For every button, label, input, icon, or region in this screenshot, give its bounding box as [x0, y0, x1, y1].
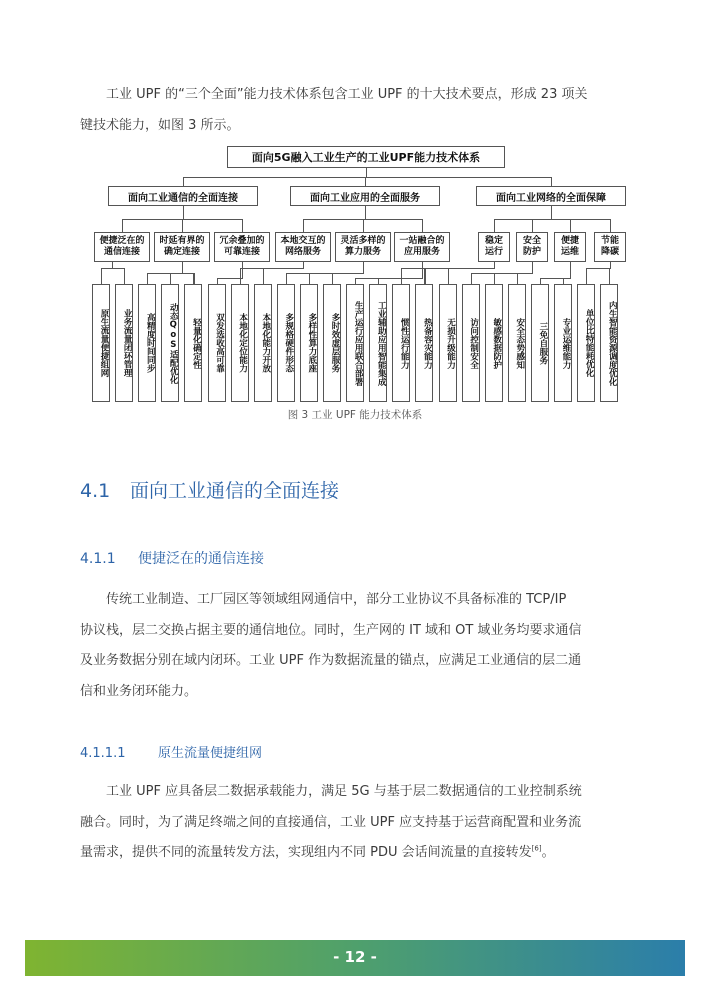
connector-line — [517, 273, 518, 284]
connector-line — [570, 219, 571, 232]
l4-box: 轻量化确定性 — [184, 284, 202, 402]
connector-line — [286, 273, 364, 274]
connector-line — [309, 273, 310, 284]
connector-line — [147, 273, 148, 284]
intro-paragraph — [80, 80, 630, 141]
connector-line — [193, 273, 194, 284]
l4-box: 安全态势感知 — [508, 284, 526, 402]
connector-line — [101, 268, 102, 284]
para2-line-3-end: 。 — [541, 845, 555, 860]
para1-line-2: 协议栈，层二交换占据主要的通信地位。同时，生产网的 IT 域和 OT 域业务均要求通信 — [80, 622, 582, 638]
connector-line — [424, 268, 425, 284]
connector-line — [355, 278, 423, 279]
connector-line — [448, 268, 449, 284]
intro-line-2: 键技术能力，如图 3 所示。 — [80, 117, 240, 133]
section-number: 4.1 — [80, 480, 111, 502]
connector-line — [471, 273, 533, 274]
connector-line — [532, 219, 533, 232]
para2-line-2: 融合。同时，为了满足终端之间的直接通信，工业 UPF 应支持基于运营商配置和业务流 — [80, 814, 582, 830]
l4-box: 双发选收高可靠 — [208, 284, 226, 402]
l3-box-compute-service: 灵活多样的 算力服务 — [335, 232, 391, 262]
connector-line — [183, 177, 184, 186]
l4-box: 本地化能力开放 — [254, 284, 272, 402]
connector-line — [240, 268, 241, 284]
l4-box: 访问控制安全 — [462, 284, 480, 402]
diagram-top-box: 面向5G融入工业生产的工业UPF能力技术体系 — [227, 146, 505, 168]
para1-line-1: 传统工业制造、工厂园区等领域组网通信中，部分工业协议不具备标准的 TCP/IP — [106, 592, 567, 607]
l4-box: 多规格硬件形态 — [277, 284, 295, 402]
connector-line — [101, 268, 125, 269]
section-title: 面向工业通信的全面连接 — [130, 480, 340, 502]
l3-box-operations: 便捷 运维 — [554, 232, 586, 262]
connector-line — [183, 206, 184, 219]
connector-line — [365, 206, 366, 219]
para1-line-3: 及业务数据分别在域内闭环。工业 UPF 作为数据流量的锚点，应满足工业通信的层二通 — [80, 653, 582, 668]
connector-line — [401, 268, 402, 284]
connector-line — [124, 268, 125, 284]
l3-box-deterministic: 时延有界的 确定连接 — [154, 232, 210, 262]
figure-caption: 图 3 工业 UPF 能力技术体系 — [287, 409, 423, 421]
subsubsection-number: 4.1.1.1 — [80, 746, 126, 761]
page-number: - 12 - — [333, 948, 377, 966]
l4-box: 专业运维能力 — [554, 284, 572, 402]
connector-line — [586, 268, 587, 284]
l4-box: 多样性算力底座 — [300, 284, 318, 402]
para1-line-4: 信和业务闭环能力。 — [80, 683, 198, 699]
connector-line — [532, 262, 533, 273]
connector-line — [170, 273, 171, 284]
l3-box-energy-saving: 节能 降碳 — [594, 232, 626, 262]
connector-line — [609, 268, 610, 284]
subsection-title: 便捷泛在的通信连接 — [138, 551, 264, 567]
connector-line — [540, 278, 571, 279]
l4-box: 高精度时间同步 — [138, 284, 156, 402]
l3-box-ubiquitous: 便捷泛在的 通信连接 — [94, 232, 150, 262]
l4-box: 内生智能资源调度优化 — [600, 284, 618, 402]
l2-box-communication: 面向工业通信的全面连接 — [108, 186, 258, 206]
capability-architecture-diagram — [84, 146, 634, 404]
citation-ref: [6] — [531, 844, 542, 853]
intro-line-1: 工业 UPF 的“三个全面”能力技术体系包含工业 UPF 的十大技术要点，形成 23 项关 — [106, 87, 588, 102]
connector-line — [551, 206, 552, 219]
l4-box: 惯性运行能力 — [392, 284, 410, 402]
connector-line — [182, 219, 183, 232]
connector-line — [366, 168, 367, 177]
para2-line-3: 量需求，提供不同的流量转发方法，实现组内不同 PDU 会话间流量的直接转发 — [80, 845, 532, 860]
l3-box-reliable: 冗余叠加的 可靠连接 — [214, 232, 270, 262]
connector-line — [422, 219, 423, 232]
l4-box: 本地化定位能力 — [231, 284, 249, 402]
subsection-heading — [80, 548, 264, 568]
connector-line — [586, 268, 611, 269]
l3-box-security: 安全 防护 — [516, 232, 548, 262]
connector-line — [363, 262, 364, 273]
connector-line — [303, 219, 304, 232]
l4-box: 原生流量便捷组网 — [92, 284, 110, 402]
l4-box: 单位比特能耗优化 — [577, 284, 595, 402]
subsubsection-title: 原生流量便捷组网 — [158, 746, 263, 761]
connector-line — [242, 219, 243, 232]
subsubsection-heading — [80, 742, 262, 761]
l4-box: 多时效虚层服务 — [323, 284, 341, 402]
l3-box-stable-operation: 稳定 运行 — [478, 232, 510, 262]
connector-line — [610, 219, 611, 232]
connector-line — [471, 273, 472, 284]
l3-box-network-service: 本地交互的 网络服务 — [275, 232, 331, 262]
connector-line — [263, 268, 264, 284]
footer-bar — [25, 940, 685, 976]
connector-line — [240, 268, 304, 269]
connector-line — [242, 262, 243, 278]
connector-line — [422, 262, 423, 278]
connector-line — [363, 219, 364, 232]
l4-box: 生产运行应用联合部署 — [346, 284, 364, 402]
l4-box: 热备容灾能力 — [415, 284, 433, 402]
connector-line — [332, 273, 333, 284]
connector-line — [570, 262, 571, 278]
connector-line — [183, 177, 551, 178]
connector-line — [551, 177, 552, 186]
section-heading — [80, 476, 339, 503]
connector-line — [494, 219, 610, 220]
connector-line — [494, 273, 495, 284]
connector-line — [286, 273, 287, 284]
body-paragraph-1 — [80, 585, 630, 707]
l2-box-application: 面向工业应用的全面服务 — [290, 186, 440, 206]
l4-box: 动态QoS适配优化 — [161, 284, 179, 402]
l4-box: 业务流量闭环管理 — [115, 284, 133, 402]
connector-line — [122, 219, 123, 232]
connector-line — [494, 219, 495, 232]
connector-line — [365, 177, 366, 186]
para2-line-1: 工业 UPF 应具备层二数据承载能力，满足 5G 与基于层二数据通信的工业控制系统 — [106, 784, 582, 799]
l4-box: 敏感数据防护 — [485, 284, 503, 402]
subsection-number: 4.1.1 — [80, 551, 116, 567]
l4-box: 无损升级能力 — [439, 284, 457, 402]
l4-box: 工业辅助应用智能集成 — [369, 284, 387, 402]
l3-box-application-service: 一站融合的 应用服务 — [394, 232, 450, 262]
body-paragraph-2 — [80, 777, 630, 869]
connector-line — [182, 262, 183, 273]
l2-box-network: 面向工业网络的全面保障 — [476, 186, 626, 206]
l4-box: 三免自服务 — [531, 284, 549, 402]
